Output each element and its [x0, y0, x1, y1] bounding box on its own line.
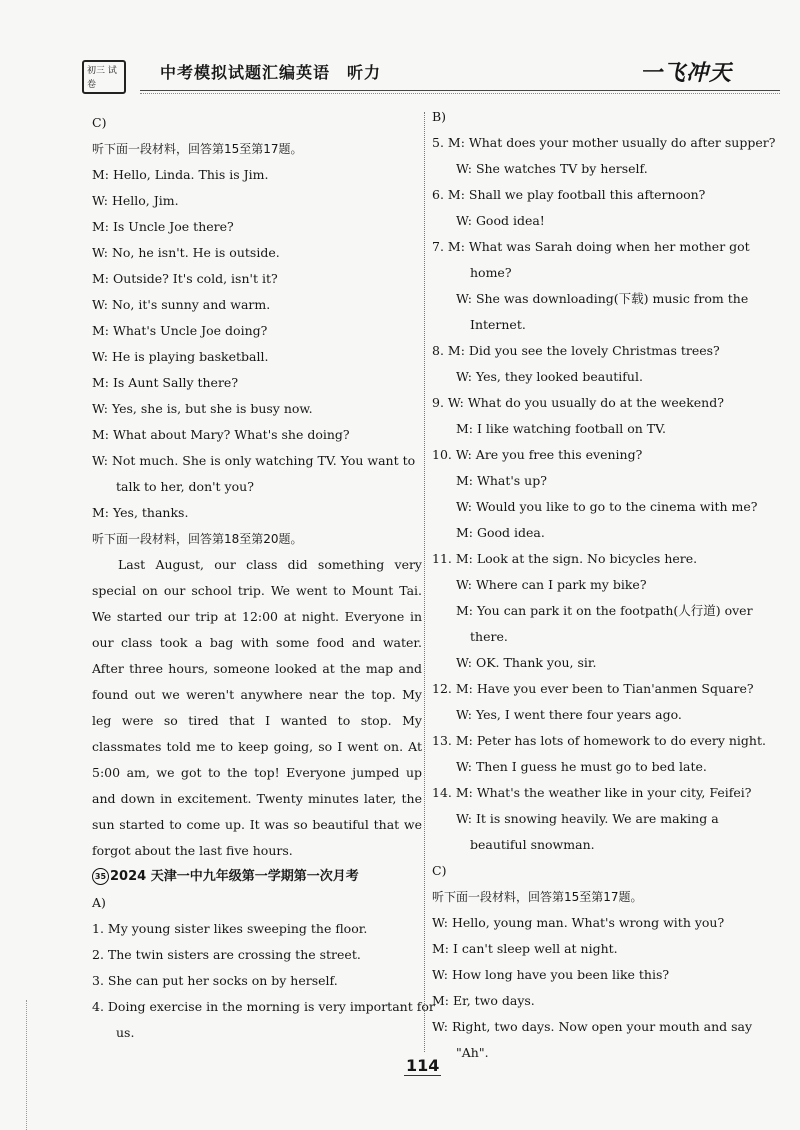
transcript-line: M: Good idea. [456, 525, 545, 540]
book-title: 中考模拟试题汇编英语 听力 [160, 63, 382, 82]
logo-text: 初三 试卷 [87, 66, 117, 90]
left-transcript [92, 110, 422, 552]
transcript-line: 7. M: What was Sarah doing when her mother got [432, 239, 750, 254]
transcript-line: C) [92, 115, 107, 130]
passage-text: Last August, our class did something very special on our school trip. We went to Mount Tai. We started our trip at 12:00 at night. Everyone in our class took a bag with some food and water. After three hours, someone looked at the map and found out we weren't anywhere near the top. My leg were so tired that I wanted to stop. My classmates told me to keep going, so I went on. At 5:00 am, we got to the top! Everyone jumped up and down in excitement. Twenty minutes later, the sun started to come up. It was so beautiful that we forgot about the last five hours. [92, 557, 422, 858]
transcript-line: W: Yes, I went there four years ago. [456, 707, 682, 722]
header-rule [140, 90, 780, 91]
transcript-line: W: Not much. She is only watching TV. You want to [92, 453, 416, 468]
transcript-line: home? [470, 265, 512, 280]
transcript-line: W: She watches TV by herself. [456, 161, 648, 176]
transcript-line: 1. My young sister likes sweeping the floor. [92, 921, 368, 936]
transcript-line: W: Hello, young man. What's wrong with you? [432, 915, 725, 930]
header-rule-dotted [140, 93, 780, 94]
transcript-line: W: OK. Thank you, sir. [456, 655, 597, 670]
transcript-line: talk to her, don't you? [116, 479, 254, 494]
transcript-line: 14. M: What's the weather like in your city, Feifei? [432, 785, 752, 800]
transcript-line: 5. M: What does your mother usually do after supper? [432, 135, 776, 150]
transcript-line: M: What's Uncle Joe doing? [92, 323, 268, 338]
transcript-line: W: How long have you been like this? [432, 967, 670, 982]
transcript-line: us. [116, 1025, 135, 1040]
transcript-line: M: What's up? [456, 473, 547, 488]
series-logo [82, 60, 126, 94]
transcript-line: 听下面一段材料，回答第15至第17题。 [92, 142, 303, 156]
transcript-line: M: Is Uncle Joe there? [92, 219, 234, 234]
transcript-line: 8. M: Did you see the lovely Christmas trees? [432, 343, 720, 358]
transcript-line: 13. M: Peter has lots of homework to do every night. [432, 733, 766, 748]
transcript-line: W: Would you like to go to the cinema with me? [456, 499, 758, 514]
transcript-line: Internet. [470, 317, 526, 332]
passage-paragraph [92, 552, 422, 864]
transcript-line: 9. W: What do you usually do at the weekend? [432, 395, 724, 410]
transcript-line: "Ah". [456, 1045, 489, 1060]
transcript-line: 2. The twin sisters are crossing the street. [92, 947, 361, 962]
brand-name: 一飞冲天 [640, 60, 733, 86]
transcript-line: M: You can park it on the footpath(人行道) over [456, 603, 753, 618]
transcript-line: A) [92, 895, 106, 910]
transcript-line: B) [432, 109, 447, 124]
right-column [432, 104, 776, 1066]
left-column [92, 110, 435, 1046]
transcript-line: W: No, it's sunny and warm. [92, 297, 271, 312]
transcript-line: M: I can't sleep well at night. [432, 941, 618, 956]
exam-heading [92, 864, 422, 890]
transcript-line: 听下面一段材料，回答第18至第20题。 [92, 532, 303, 546]
transcript-line: M: I like watching football on TV. [456, 421, 666, 436]
transcript-line: W: Good idea! [456, 213, 545, 228]
transcript-line: M: Yes, thanks. [92, 505, 189, 520]
transcript-line: W: No, he isn't. He is outside. [92, 245, 280, 260]
transcript-line: 3. She can put her socks on by herself. [92, 973, 338, 988]
column-divider [424, 112, 425, 1052]
right-transcript [432, 104, 776, 1066]
transcript-line: M: Er, two days. [432, 993, 535, 1008]
page-header [0, 0, 800, 100]
transcript-line: W: She was downloading(下载) music from the [456, 291, 749, 306]
transcript-line: W: Yes, she is, but she is busy now. [92, 401, 313, 416]
transcript-line: C) [432, 863, 447, 878]
page-number: 114 [406, 1056, 440, 1075]
transcript-line: W: Where can I park my bike? [456, 577, 647, 592]
transcript-line: 6. M: Shall we play football this afternoon? [432, 187, 706, 202]
transcript-line: W: Then I guess he must go to bed late. [456, 759, 707, 774]
transcript-line: 听下面一段材料，回答第15至第17题。 [432, 890, 643, 904]
transcript-line: M: Hello, Linda. This is Jim. [92, 167, 269, 182]
exam-title: 2024 天津一中九年级第一学期第一次月考 [110, 869, 359, 884]
transcript-line: W: He is playing basketball. [92, 349, 269, 364]
binding-margin-line [26, 1000, 27, 1130]
transcript-line: 4. Doing exercise in the morning is very important for [92, 999, 435, 1014]
transcript-line: W: Hello, Jim. [92, 193, 179, 208]
transcript-line: M: What about Mary? What's she doing? [92, 427, 350, 442]
transcript-line: W: Right, two days. Now open your mouth and say [432, 1019, 753, 1034]
transcript-line: there. [470, 629, 508, 644]
transcript-line: 10. W: Are you free this evening? [432, 447, 643, 462]
transcript-line: beautiful snowman. [470, 837, 595, 852]
exam-number-badge: 35 [92, 868, 109, 885]
transcript-line: M: Outside? It's cold, isn't it? [92, 271, 278, 286]
transcript-line: W: Yes, they looked beautiful. [456, 369, 643, 384]
transcript-line: W: It is snowing heavily. We are making a [456, 811, 719, 826]
transcript-line: M: Is Aunt Sally there? [92, 375, 239, 390]
transcript-line: 12. M: Have you ever been to Tian'anmen Square? [432, 681, 754, 696]
transcript-line: 11. M: Look at the sign. No bicycles here. [432, 551, 698, 566]
left-transcript-section-a [92, 890, 435, 1046]
